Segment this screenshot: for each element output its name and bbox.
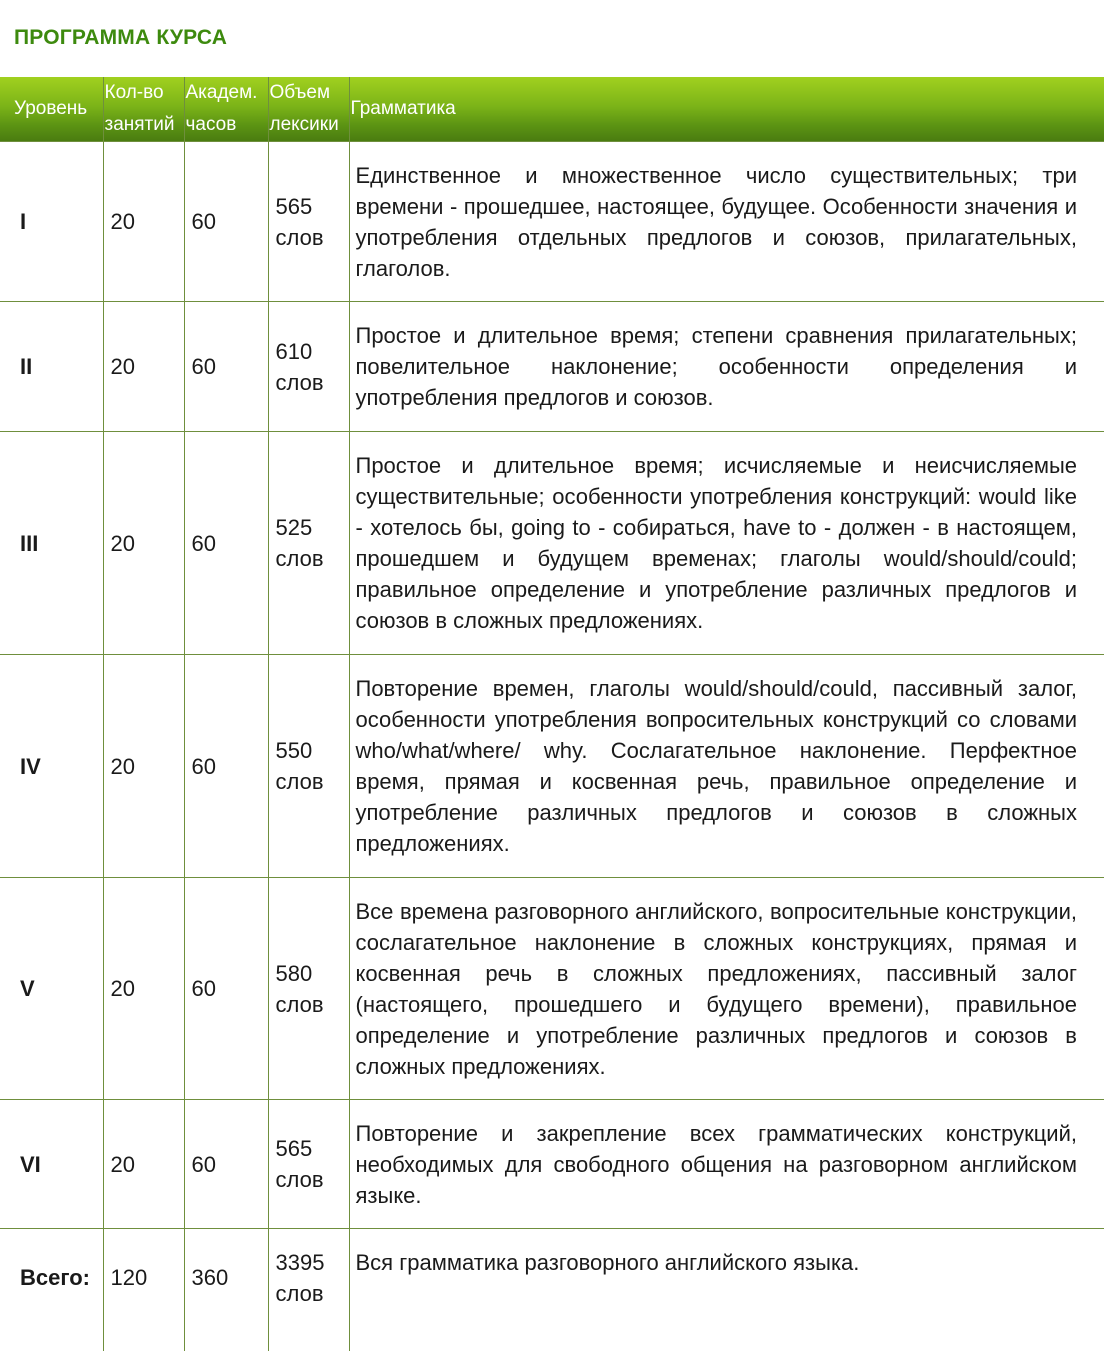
lessons-cell: 20 <box>103 432 184 655</box>
table-header-row <box>0 77 1104 142</box>
vocab-cell: 565 слов <box>268 1100 349 1229</box>
page-title: ПРОГРАММА КУРСА <box>14 26 228 49</box>
table-row <box>0 1100 1104 1229</box>
grammar-cell: Все времена разговорного английского, вопросительные конструкции, сослагательное наклонение в сложных конструкциях, прямая и косвенная речь в сложных предложениях, пассивный залог (настоящего, прошедшего и будущего времени), правильное определение и употребление различных предлогов и союзов в сложных предложениях. <box>349 878 1104 1100</box>
header-level: Уровень <box>0 77 103 142</box>
vocab-cell: 550 слов <box>268 655 349 878</box>
level-cell: II <box>0 302 103 432</box>
grammar-cell: Вся грамматика разговорного английского языка. <box>349 1229 1104 1351</box>
vocab-cell: 610 слов <box>268 302 349 432</box>
vocab-cell: 580 слов <box>268 878 349 1100</box>
vocab-cell: 525 слов <box>268 432 349 655</box>
table-row <box>0 655 1104 878</box>
grammar-cell: Единственное и множественное число существительных; три времени - прошедшее, настоящее, будущее. Особенности значения и употребления отдельных предлогов и союзов, прилагательных, глаголов. <box>349 142 1104 302</box>
header-grammar: Грамматика <box>349 77 1104 142</box>
hours-cell: 60 <box>184 432 268 655</box>
hours-cell: 60 <box>184 142 268 302</box>
header-hours: Академ. часов <box>184 77 268 142</box>
hours-cell: 60 <box>184 878 268 1100</box>
lessons-cell: 20 <box>103 878 184 1100</box>
hours-cell: 360 <box>184 1229 268 1351</box>
grammar-cell: Повторение времен, глаголы would/should/could, пассивный залог, особенности употребления вопросительных конструкций со словами who/what/where/ why. Сослагательное наклонение. Перфектное время, прямая и косвенная речь, правильное определение и употребление различных предлогов и союзов в сложных предложениях. <box>349 655 1104 878</box>
table-row-total <box>0 1229 1104 1351</box>
level-cell: Всего: <box>0 1229 103 1351</box>
grammar-cell: Повторение и закрепление всех грамматических конструкций, необходимых для свободного общения на разговорном английском языке. <box>349 1100 1104 1229</box>
header-lessons: Кол-во занятий <box>103 77 184 142</box>
level-cell: V <box>0 878 103 1100</box>
grammar-cell: Простое и длительное время; степени сравнения прилагательных; повелительное наклонение; особенности определения и употребления предлогов и союзов. <box>349 302 1104 432</box>
table-row <box>0 432 1104 655</box>
header-vocab: Объем лексики <box>268 77 349 142</box>
table-row <box>0 302 1104 432</box>
lessons-cell: 20 <box>103 142 184 302</box>
course-program-table <box>0 77 1104 1351</box>
grammar-cell: Простое и длительное время; исчисляемые и неисчисляемые существительные; особенности употребления конструкций: would like - хотелось бы, going to - собираться, have to - должен - в настоящем, прошедшем и будущем временах; глаголы would/should/could; правильное определение и употребление различных предлогов и союзов в сложных предложениях. <box>349 432 1104 655</box>
level-cell: IV <box>0 655 103 878</box>
lessons-cell: 20 <box>103 655 184 878</box>
level-cell: I <box>0 142 103 302</box>
table-row <box>0 878 1104 1100</box>
hours-cell: 60 <box>184 655 268 878</box>
level-cell: VI <box>0 1100 103 1229</box>
lessons-cell: 20 <box>103 1100 184 1229</box>
lessons-cell: 120 <box>103 1229 184 1351</box>
vocab-cell: 565 слов <box>268 142 349 302</box>
level-cell: III <box>0 432 103 655</box>
hours-cell: 60 <box>184 302 268 432</box>
lessons-cell: 20 <box>103 302 184 432</box>
vocab-cell: 3395 слов <box>268 1229 349 1351</box>
table-row <box>0 142 1104 302</box>
hours-cell: 60 <box>184 1100 268 1229</box>
